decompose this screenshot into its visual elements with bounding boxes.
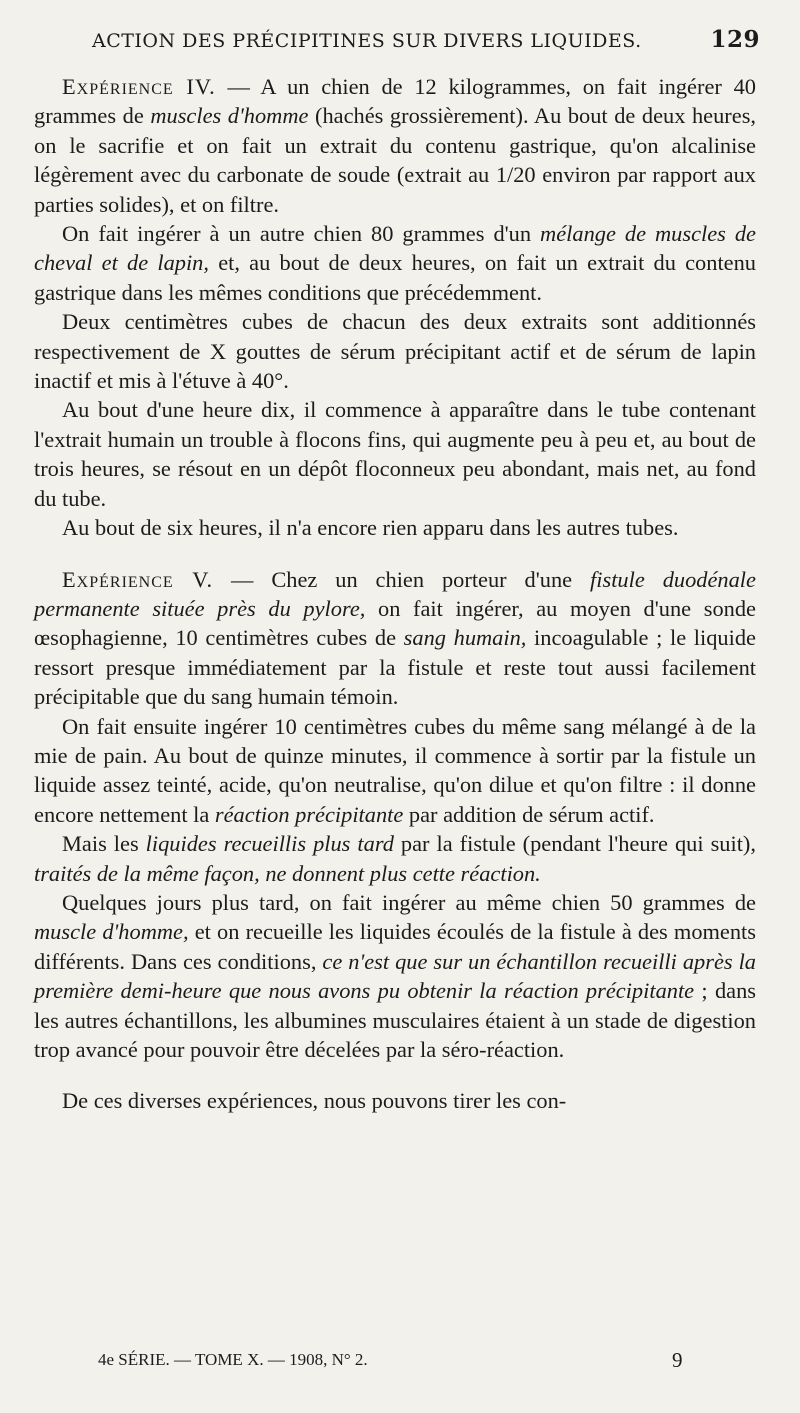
signature-mark: 9 (672, 1348, 683, 1372)
text-run: On fait ingérer à un autre chien 80 grammes d'un (62, 221, 541, 247)
text-run: Au bout de six heures, il n'a encore rien apparu dans les autres tubes. (62, 515, 679, 541)
text-run: ; dans les autres échantillons, les albumines musculaires étaient à un stade de digestion trop avancé pour pouvoir être décelées par la séro-réaction. (34, 978, 756, 1062)
running-head (92, 26, 760, 53)
italic-text: mélange de muscles de cheval et de lapin, (34, 221, 756, 276)
body-paragraph (34, 1086, 756, 1115)
body-paragraph (34, 219, 756, 307)
page-footer (98, 1350, 698, 1370)
body-paragraph (34, 395, 756, 513)
text-run: Au bout d'une heure dix, il commence à apparaître dans le tube contenant l'extrait humain un trouble à flocons fins, qui augmente peu à peu et, au bout de trois heures, se résout en un dépôt floconneux peu abondant, mais net, au fond du tube. (34, 397, 756, 511)
body-text (34, 72, 756, 1116)
running-title: ACTION DES PRÉCIPITINES SUR DIVERS LIQUIDES. (92, 30, 642, 52)
italic-text: liquides recueillis plus tard (145, 831, 394, 857)
experiment-paragraph (34, 565, 756, 712)
body-paragraph (34, 888, 756, 1064)
italic-text: fistule duodénale permanente située près du pylore, (34, 566, 756, 621)
body-paragraph (34, 307, 756, 395)
italic-text: réaction précipitante (214, 801, 404, 827)
page-number: 129 (710, 26, 760, 53)
body-paragraph (34, 513, 756, 542)
text-run: De ces diverses expériences, nous pouvons tirer les con- (62, 1088, 567, 1114)
text-run: — A un chien de 12 kilogrammes, on fait ingérer 40 grammes de (34, 74, 756, 129)
series-info: 4e SÉRIE. — TOME X. — 1908, N° 2. (98, 1350, 368, 1369)
italic-text: muscles d'homme (150, 103, 309, 129)
text-run: et, au bout de deux heures, on fait un extrait du contenu gastrique dans les mêmes conditions que précédemment. (34, 250, 756, 305)
italic-text: muscle d'homme, (34, 919, 189, 945)
text-run: (hachés grossièrement). Au bout de deux heures, on le sacrifie et on fait un extrait du contenu gastrique, qu'on alcalinise légèrement avec du carbonate de soude (extrait au 1/20 environ par rapport aux parties solides), et on filtre. (34, 103, 757, 217)
text-run: par la fistule (pendant l'heure qui suit), (393, 831, 756, 857)
italic-text: sang humain, (403, 625, 527, 651)
experiment-label: Expérience IV. (62, 74, 216, 99)
italic-text: ce n'est que sur un échantillon recueilli après la première demi-heure que nous avons pu obtenir la réaction précipitante (34, 948, 756, 1004)
text-run: Deux centimètres cubes de chacun des deux extraits sont additionnés respectivement de X gouttes de sérum précipitant actif et de sérum de lapin inactif et mis à l'étuve à 40°. (34, 309, 756, 394)
text-run: par addition de sérum actif. (403, 801, 655, 827)
text-run: Quelques jours plus tard, on fait ingérer au même chien 50 grammes de (62, 889, 756, 915)
body-paragraph (34, 829, 756, 888)
text-run: — Chez un chien porteur d'une (213, 566, 591, 592)
body-paragraph (34, 712, 756, 830)
text-run: incoagulable ; le liquide ressort presque immédiatement par la fistule et reste tout aussi facilement précipitable que du sang humain témoin. (34, 625, 756, 710)
text-run: et on recueille les liquides écoulés de la fistule à des moments différents. Dans ces conditions, (34, 919, 756, 974)
text-run: On fait ensuite ingérer 10 centimètres cubes du même sang mélangé à de la mie de pain. Au bout de quinze minutes, il commence à sortir par la fistule un liquide assez teinté, acide, qu'on neutralise, qu'on dilue et qu'on filtre : il donne encore nettement la (34, 713, 756, 827)
italic-text: traités de la même façon, ne donnent plus cette réaction. (34, 860, 541, 886)
text-run: Mais les (62, 831, 146, 857)
text-run: on fait ingérer, au moyen d'une sonde œsophagienne, 10 centimètres cubes de (34, 595, 756, 651)
experiment-paragraph (34, 72, 756, 219)
experiment-label: Expérience V. (62, 566, 214, 592)
